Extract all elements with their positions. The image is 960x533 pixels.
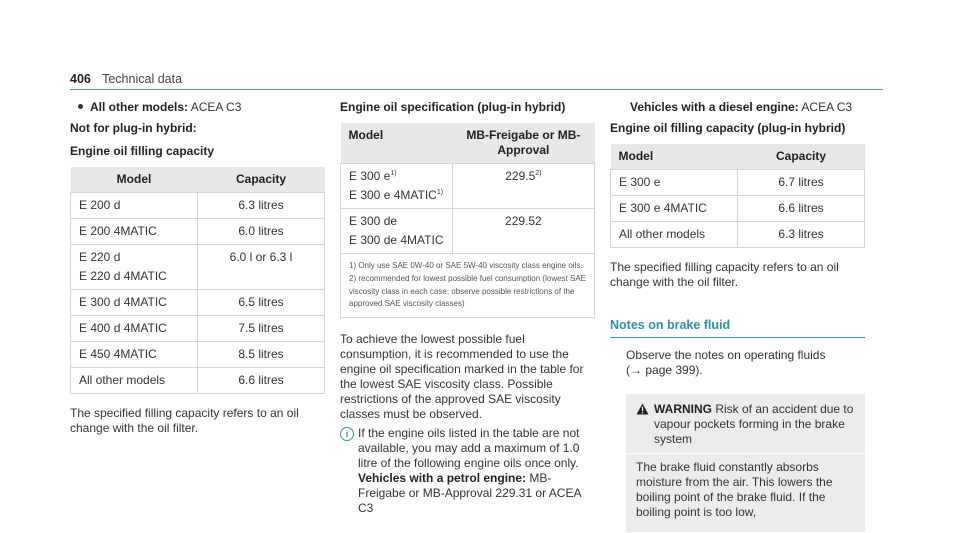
warning-body: The brake fluid constantly absorbs moisture from the air. This lowers the boiling point of the brake fluid. If the boiling point is too low, bbox=[636, 459, 833, 519]
column-3 bbox=[610, 100, 865, 532]
capacity-cell: 7.5 litres bbox=[198, 316, 325, 342]
capacity-cell: 6.5 litres bbox=[198, 290, 325, 316]
not-hybrid-heading: Not for plug-in hybrid: bbox=[70, 121, 197, 135]
capacity-table bbox=[70, 167, 325, 394]
capacity-cell: 6.0 litres bbox=[198, 219, 325, 245]
capacity-cell: 6.3 litres bbox=[198, 193, 325, 219]
model-cell: E 300 de 4MATIC bbox=[349, 233, 444, 247]
column-2 bbox=[340, 100, 595, 516]
table-row bbox=[341, 209, 595, 254]
page-link-arrow: → bbox=[630, 362, 642, 377]
petrol-label: Vehicles with a petrol engine: bbox=[358, 471, 527, 486]
model-cell: E 300 e 4MATIC bbox=[349, 188, 437, 202]
warning-divider bbox=[626, 453, 865, 454]
bullet-label: All other models: bbox=[90, 100, 189, 114]
warning-triangle-icon bbox=[636, 403, 649, 415]
model-cell: E 200 d bbox=[79, 198, 121, 212]
table-header-model: Model bbox=[341, 123, 453, 164]
model-cell: All other models bbox=[611, 222, 738, 248]
approval-cell: 229.5 bbox=[505, 169, 536, 183]
model-cell: E 300 e 4MATIC bbox=[611, 196, 738, 222]
model-cell: E 300 e bbox=[349, 169, 391, 183]
model-cell: E 220 d 4MATIC bbox=[79, 269, 167, 283]
info-note bbox=[340, 426, 595, 516]
warning-header bbox=[636, 402, 855, 447]
diesel-value: ACEA C3 bbox=[801, 100, 853, 114]
info-icon: i bbox=[340, 427, 354, 441]
model-cell: E 400 d 4MATIC bbox=[79, 321, 167, 335]
capacity-note: The specified filling capacity refers to an oil change with the oil filter. bbox=[70, 406, 299, 435]
bullet-all-other-models bbox=[70, 100, 325, 115]
table-row bbox=[71, 342, 325, 368]
footnote-ref: 1) bbox=[390, 170, 397, 177]
warning-box bbox=[626, 394, 865, 532]
model-cell: E 300 d 4MATIC bbox=[79, 295, 167, 309]
warning-label: WARNING bbox=[654, 401, 712, 416]
spec-table bbox=[340, 123, 595, 318]
table-header-model: Model bbox=[611, 144, 738, 170]
capacity-cell: 6.7 litres bbox=[738, 170, 865, 196]
capacity-cell: 6.0 l or 6.3 l bbox=[198, 245, 325, 290]
table-row bbox=[71, 316, 325, 342]
model-cell: All other models bbox=[79, 373, 166, 387]
footnote-ref: 2) bbox=[535, 170, 542, 177]
model-cell: E 300 de bbox=[349, 214, 398, 228]
model-cell: E 450 4MATIC bbox=[79, 347, 157, 361]
operating-fluids-reference: Observe the notes on operating fluids (→ page 399). bbox=[626, 347, 826, 377]
capacity-cell: 6.3 litres bbox=[738, 222, 865, 248]
table-header-model: Model bbox=[71, 167, 198, 193]
table-row bbox=[71, 245, 325, 290]
hybrid-capacity-heading: Engine oil filling capacity (plug-in hybrid) bbox=[610, 121, 846, 135]
diesel-label: Vehicles with a diesel engine: bbox=[630, 100, 799, 114]
table-row bbox=[611, 170, 865, 196]
page-number: 406 bbox=[70, 72, 91, 86]
approval-cell: 229.52 bbox=[452, 209, 594, 254]
table-row bbox=[71, 219, 325, 245]
hybrid-capacity-table bbox=[610, 144, 865, 248]
diesel-line bbox=[610, 100, 865, 115]
footnote-2: 2) recommended for lowest possible fuel consumption (lowest SAE viscosity class in each case; observe possible restrictions of the approved SAE viscosity classes) bbox=[349, 273, 586, 309]
footnote-1: 1) Only use SAE 0W-40 or SAE 5W-40 viscosity class engine oils. bbox=[349, 261, 583, 270]
spec-heading: Engine oil specification (plug-in hybrid) bbox=[340, 100, 566, 114]
hybrid-capacity-note: The specified filling capacity refers to an oil change with the oil filter. bbox=[610, 260, 839, 289]
brake-fluid-heading: Notes on brake fluid bbox=[610, 318, 865, 338]
bullet-value: ACEA C3 bbox=[190, 100, 242, 114]
table-header-capacity: Capacity bbox=[738, 144, 865, 170]
capacity-heading: Engine oil filling capacity bbox=[70, 144, 215, 158]
table-row bbox=[71, 193, 325, 219]
table-row bbox=[341, 164, 595, 209]
bullet-icon bbox=[78, 104, 83, 109]
table-footnotes bbox=[341, 254, 595, 318]
table-row bbox=[71, 368, 325, 394]
table-header-approval: MB-Freigabe or MB-Approval bbox=[452, 123, 594, 164]
capacity-cell: 6.6 litres bbox=[198, 368, 325, 394]
footnote-ref: 1) bbox=[436, 189, 444, 196]
petrol-value: MB-Freigabe or MB-Approval 229.31 or ACEA C3 bbox=[358, 471, 581, 516]
table-row bbox=[71, 290, 325, 316]
observe-text: Observe the notes on operating fluids bbox=[626, 347, 826, 362]
header-rule bbox=[70, 89, 883, 90]
fuel-consumption-paragraph: To achieve the lowest possible fuel consumption, it is recommended to use the engine oil specification marked in the table for the lowest SAE viscosity class. Possible restrictions of the approved SAE viscosity classes must be observed. bbox=[340, 332, 584, 422]
table-row bbox=[611, 222, 865, 248]
table-header-capacity: Capacity bbox=[198, 167, 325, 193]
page-section-title: Technical data bbox=[102, 72, 183, 86]
model-cell: E 220 d bbox=[79, 250, 121, 264]
page-link[interactable]: page 399). bbox=[645, 362, 703, 377]
table-row bbox=[611, 196, 865, 222]
model-cell: E 300 e bbox=[611, 170, 738, 196]
capacity-cell: 6.6 litres bbox=[738, 196, 865, 222]
info-text: If the engine oils listed in the table are not available, you may add a maximum of 1.0 litre of the following engine oils once only. bbox=[358, 426, 580, 471]
model-cell: E 200 4MATIC bbox=[79, 224, 157, 238]
warning-title: Risk of an accident due to vapour pockets forming in the brake system bbox=[654, 401, 854, 446]
column-1 bbox=[70, 100, 325, 436]
capacity-cell: 8.5 litres bbox=[198, 342, 325, 368]
page-header bbox=[70, 72, 182, 88]
